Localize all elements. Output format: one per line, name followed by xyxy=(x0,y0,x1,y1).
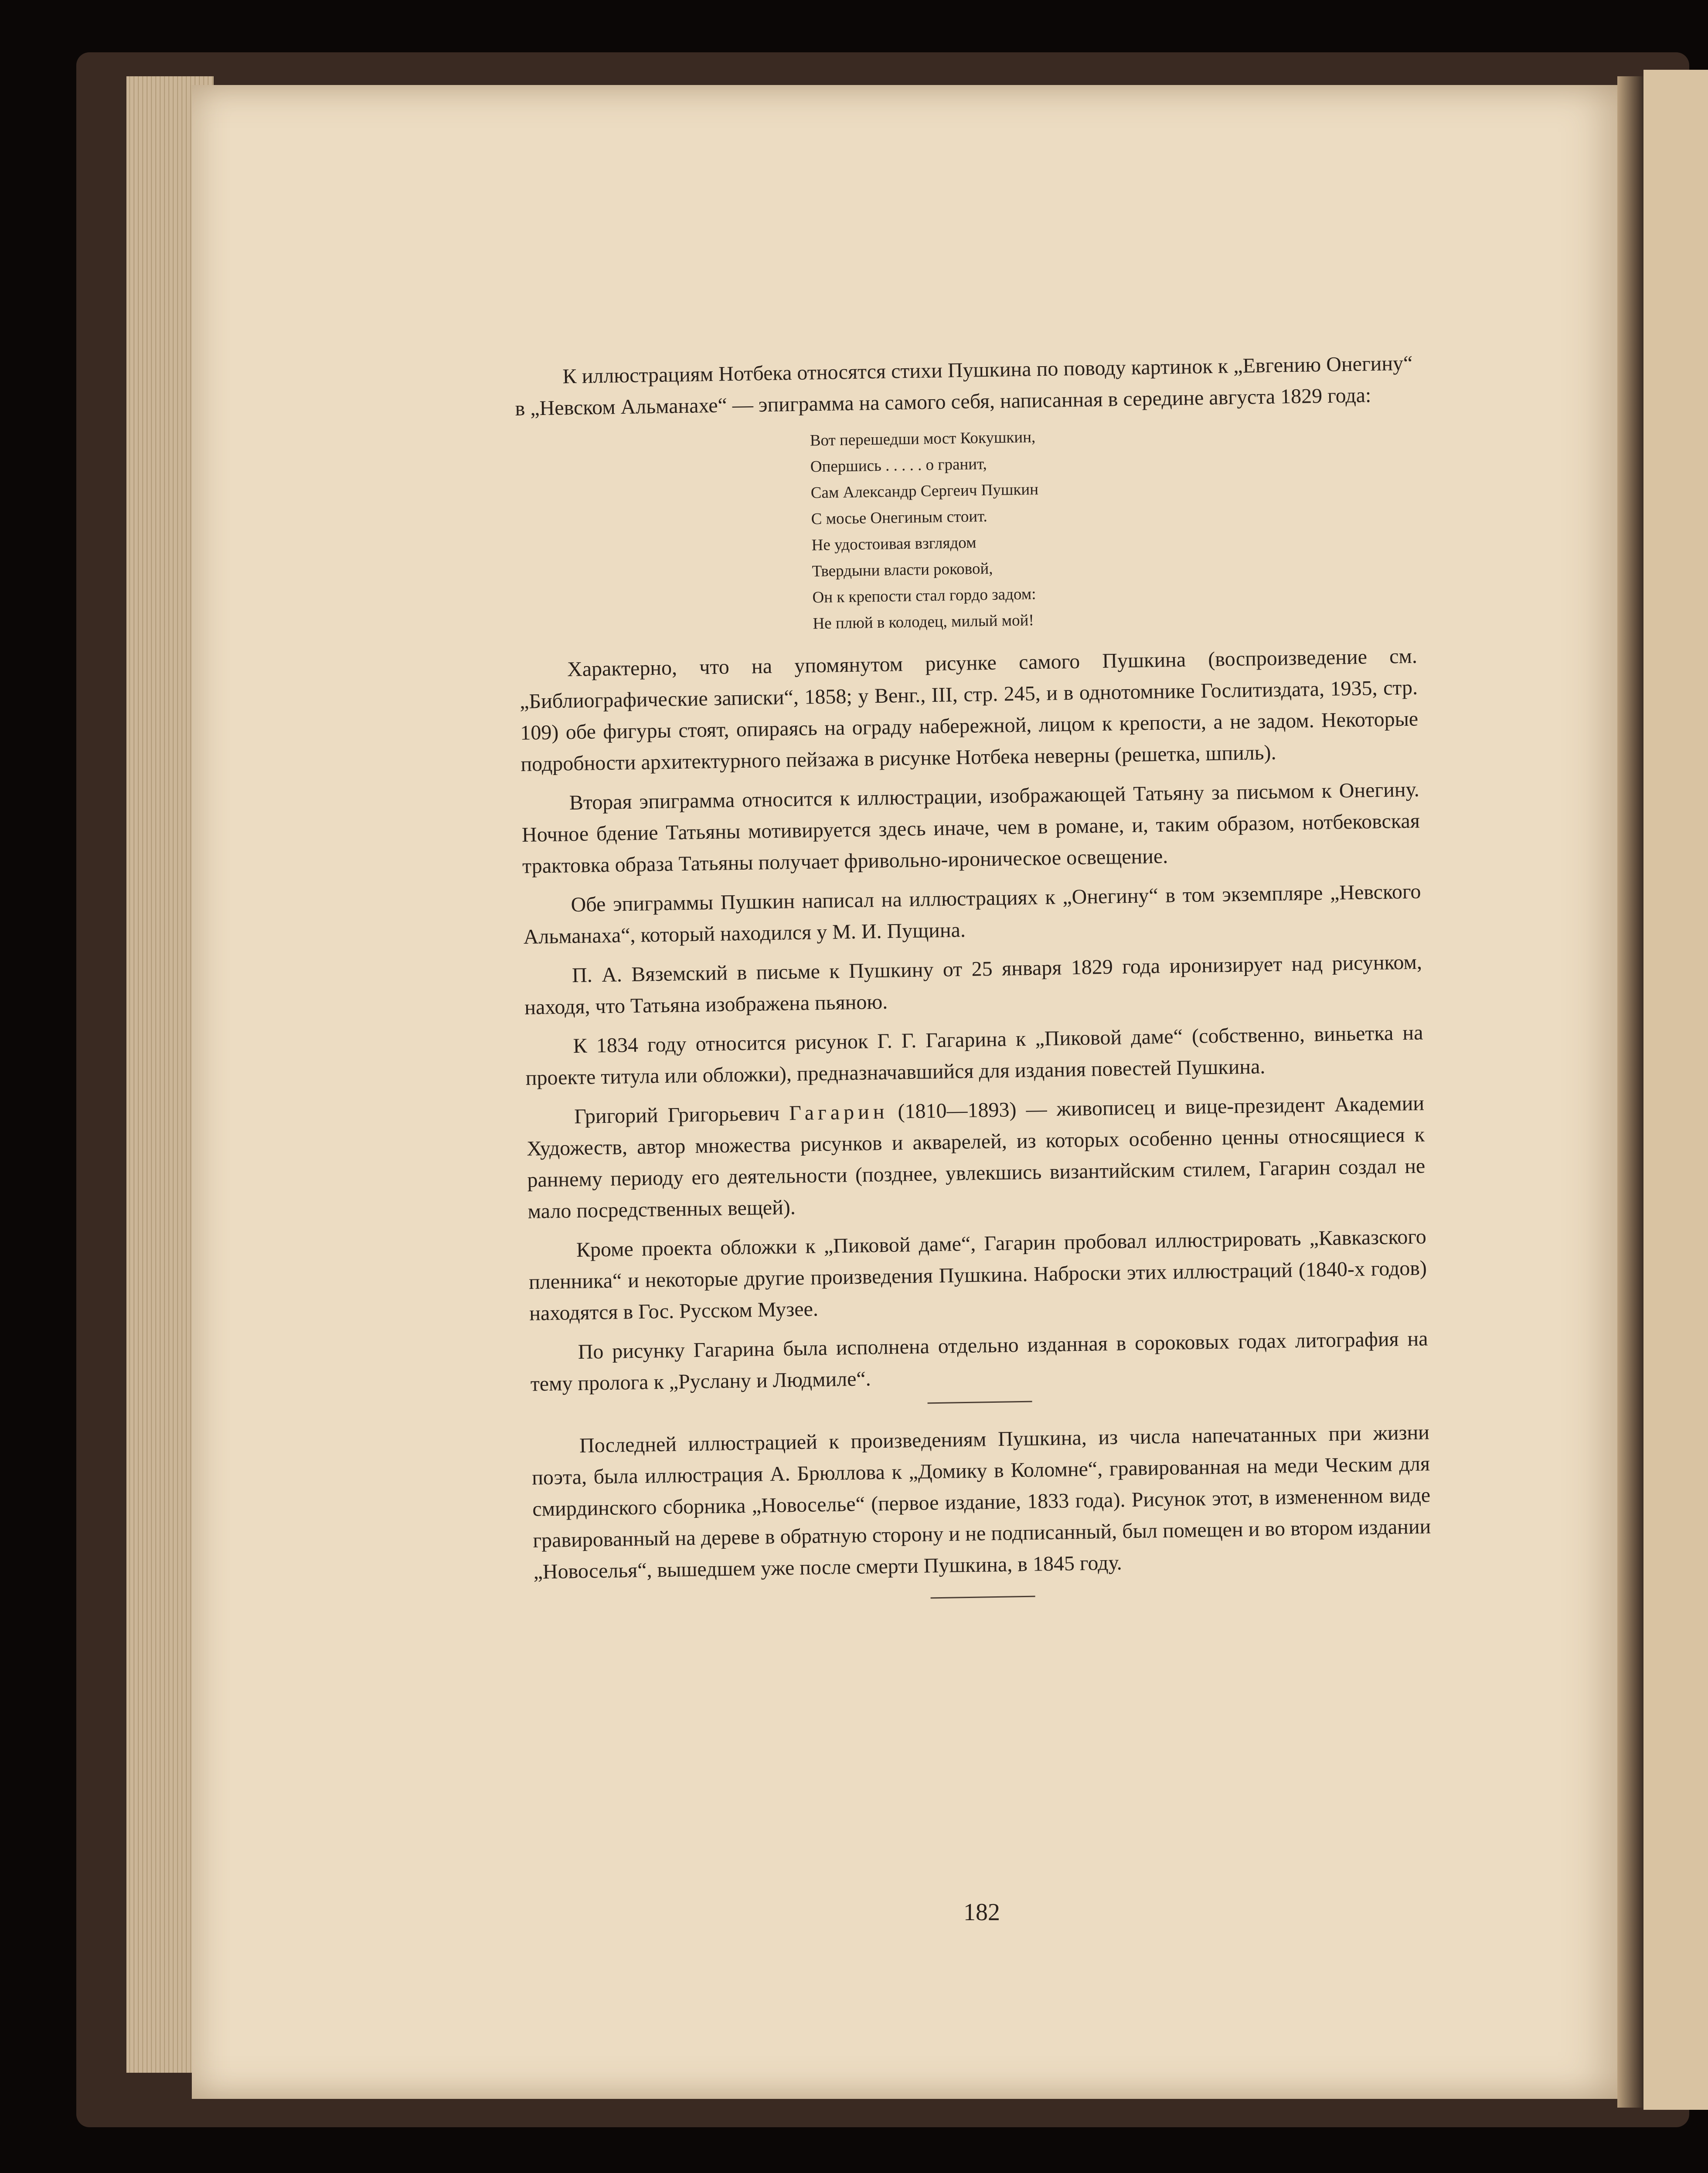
paragraph: Кроме проекта обложки к „Пиковой даме“, Гагарин пробовал иллюстрировать „Кавказского пленника“ и некоторые другие произведения Пушкина. Наброски этих иллюстраций (1840-х годов) находятся в Гос. Русском Музее. xyxy=(528,1225,1427,1325)
poem-line: Твердыни власти роковой, xyxy=(812,559,993,581)
book-gutter xyxy=(1617,76,1643,2108)
poem-line: Не удостоивая взглядом xyxy=(811,534,976,554)
poem-line: С мосье Онегиным стоит. xyxy=(811,507,988,528)
poem-line: Опершись . . . . . о гранит, xyxy=(810,455,987,476)
paragraph xyxy=(526,1088,1426,1227)
poem-line: Он к крепости стал гордо задом: xyxy=(812,585,1036,607)
poem-line: Вот перешедши мост Кокушкин, xyxy=(810,428,1036,450)
person-name: Григорий Григорьевич xyxy=(574,1102,780,1129)
paragraph-text: (1810—1893) — живописец и вице-президент Академии Художеств, автор множества рисунков и акварелей, из которых особенно ценны относящиеся к раннему периоду его деятельности (позднее, увлекшись византийским стилем, Гагарин создал не мало посредственных вещей). xyxy=(526,1092,1426,1223)
paragraph: Характерно, что на упомянутом рисунке самого Пушкина (воспроизведение см. „Библиографические записки“, 1858; у Венг., III, стр. 245, и в однотомнике Гослитиздата, 1935, стр. 109) обе фигуры стоят, опираясь на ограду набережной, лицом к крепости, а не задом. Некоторые подробности архитектурного пейзажа в рисунке Нотбека неверны (решетка, шпиль). xyxy=(519,644,1419,776)
poem-line: Сам Александр Сергеич Пушкин xyxy=(810,480,1039,502)
facing-page-edge xyxy=(1643,70,1708,2110)
section-divider xyxy=(928,1401,1032,1404)
person-surname: Гагарин xyxy=(789,1100,888,1125)
page-text-block xyxy=(514,348,1432,1605)
epigram-poem xyxy=(810,418,1416,637)
paragraph: Вторая эпиграмма относится к иллюстрации, изображающей Татьяну за письмом к Онегину. Ночное бдение Татьяны мотивируется здесь иначе, чем в романе, и, таким образом, нотбековская трактовка образа Татьяны получает фривольно-ироническое освещение. xyxy=(521,778,1420,878)
paragraph: К иллюстрациям Нотбека относятся стихи Пушкина по поводу картинок к „Евгению Онегину“ в „Невском Альманахе“ — эпиграмма на самого себя, написанная в середине августа 1829 года: xyxy=(515,351,1413,420)
paragraph: По рисунку Гагарина была исполнена отдельно изданная в сороковых годах литография на тему пролога к „Руслану и Людмиле“. xyxy=(530,1327,1428,1396)
paragraph: П. А. Вяземский в письме к Пушкину от 25 января 1829 года иронизирует над рисунком, находя, что Татьяна изображена пьяною. xyxy=(524,950,1422,1019)
paragraph: К 1834 году относится рисунок Г. Г. Гагарина к „Пиковой даме“ (собственно, виньетка на проекте титула или обложки), предназначавшийся для издания повестей Пушкина. xyxy=(525,1021,1423,1090)
paragraph: Последней иллюстрацией к произведениям Пушкина, из числа напечатанных при жизни поэта, была иллюстрация А. Брюллова к „Домику в Коломне“, гравированная на меди Ческим для смирдинского сборника „Новоселье“ (первое издание, 1833 года). Рисунок этот, в измененном виде гравированный на дереве в обратную сторону и не подписанный, был помещен и во втором издании „Новоселья“, вышедшем уже после смерти Пушкина, в 1845 году. xyxy=(531,1421,1431,1584)
poem-line: Не плюй в колодец, милый мой! xyxy=(813,611,1034,633)
paragraph: Обе эпиграммы Пушкин написал на иллюстрациях к „Онегину“ в том экземпляре „Невского Альманаха“, который находился у М. И. Пущина. xyxy=(523,880,1421,949)
page-number: 182 xyxy=(963,1899,1000,1926)
